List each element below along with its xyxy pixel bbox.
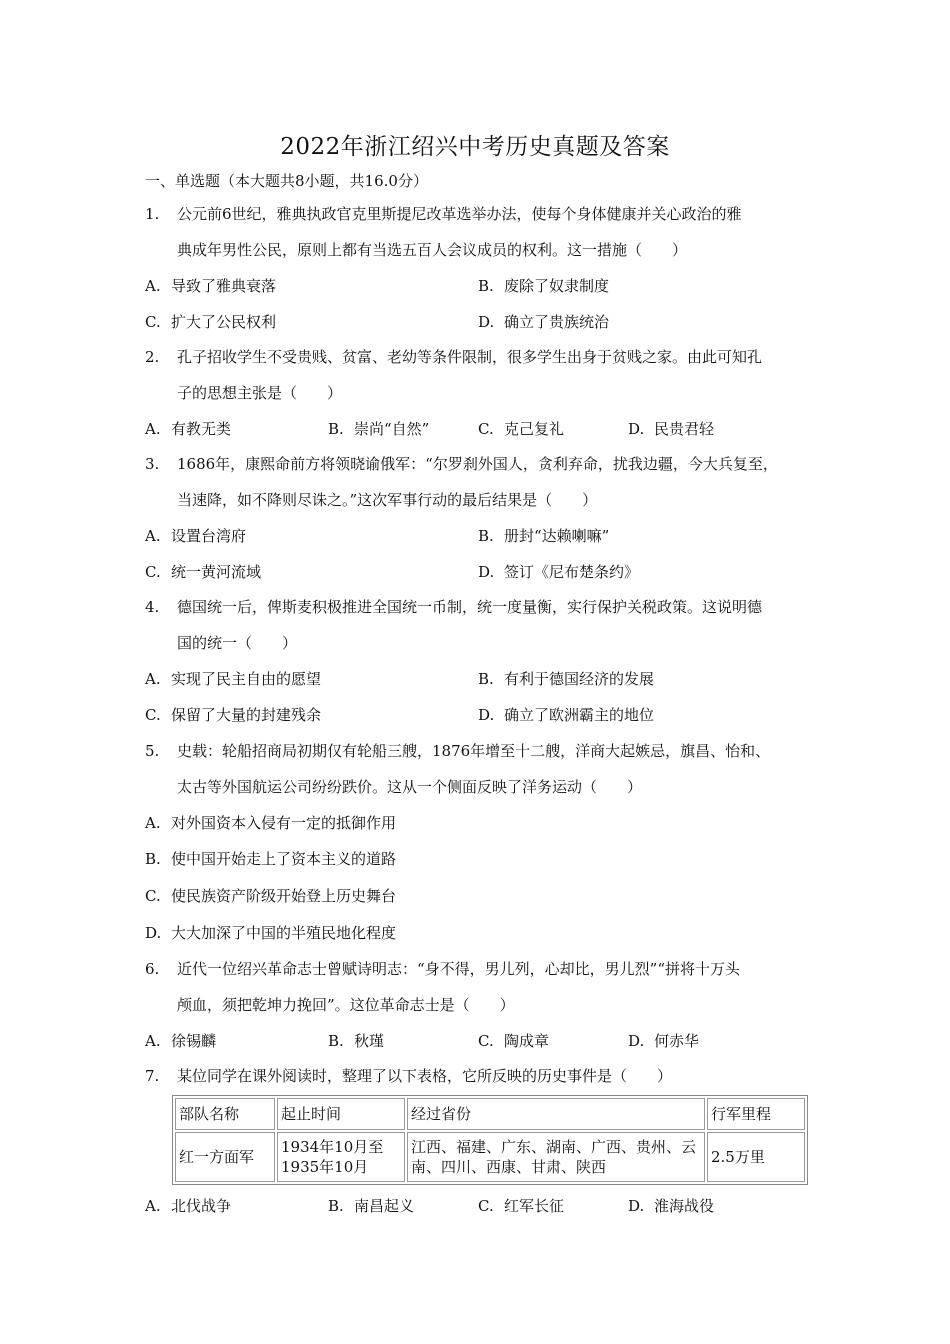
- question-text: 公元前6世纪，雅典执政官克里斯提尼改革选举办法，使每个身体健康并关心政治的雅: [177, 205, 742, 223]
- question-text: 1686年，康熙命前方将领晓谕俄军：“尔罗刹外国人，贪利弃命，扰我边疆，今大兵复至，: [177, 455, 778, 473]
- question-number: 6.: [145, 960, 160, 978]
- option-d[interactable]: D. 签订《尼布楚条约》: [478, 563, 640, 581]
- option-c[interactable]: C. 统一黄河流域: [145, 563, 262, 581]
- question-text-cont: 太古等外国航运公司纷纷跌价。这从一个侧面反映了洋务运动（ ）: [177, 778, 643, 796]
- question-number: 7.: [145, 1067, 160, 1085]
- question-text-cont: 当速降，如不降则尽诛之。”这次军事行动的最后结果是（ ）: [177, 491, 598, 509]
- option-d[interactable]: D. 淮海战役: [628, 1197, 715, 1215]
- table-header-distance: 行军里程: [707, 1098, 805, 1130]
- question-number: 4.: [145, 598, 160, 616]
- question-text: 孔子招收学生不受贵贱、贫富、老幼等条件限制，很多学生出身于贫贱之家。由此可知孔: [177, 348, 763, 366]
- option-c[interactable]: C. 扩大了公民权利: [145, 313, 277, 331]
- option-d[interactable]: D. 确立了欧洲霸主的地位: [478, 706, 655, 724]
- option-b[interactable]: B. 册封“达赖喇嘛”: [478, 527, 610, 545]
- section-heading: 一、单选题（本大题共8小题，共16.0分）: [145, 172, 428, 190]
- option-a[interactable]: A. 有教无类: [145, 420, 232, 438]
- question-6: [145, 959, 741, 1014]
- table-cell-distance: 2.5万里: [707, 1132, 805, 1182]
- option-b[interactable]: B. 南昌起义: [328, 1197, 415, 1215]
- option-b[interactable]: B. 秋瑾: [328, 1032, 385, 1050]
- option-b[interactable]: B. 废除了奴隶制度: [478, 277, 610, 295]
- table-header-time: 起止时间: [277, 1098, 405, 1130]
- option-a[interactable]: A. 北伐战争: [145, 1197, 232, 1215]
- option-c[interactable]: C. 陶成章: [478, 1032, 550, 1050]
- question-number: 2.: [145, 348, 160, 366]
- question-text-cont: 颅血，须把乾坤力挽回”。这位革命志士是（ ）: [177, 996, 515, 1014]
- option-c[interactable]: C. 使民族资产阶级开始登上历史舞台: [145, 887, 397, 905]
- option-a[interactable]: A. 对外国资本入侵有一定的抵御作用: [145, 814, 397, 832]
- question-text-cont: 典成年男性公民，原则上都有当选五百人会议成员的权利。这一措施（ ）: [177, 241, 688, 259]
- option-a[interactable]: A. 徐锡麟: [145, 1032, 217, 1050]
- question-text-cont: 子的思想主张是（ ）: [177, 384, 343, 402]
- question-number: 3.: [145, 455, 160, 473]
- page-title: 2022年浙江绍兴中考历史真题及答案: [280, 134, 670, 160]
- table-header-unit: 部队名称: [175, 1098, 275, 1130]
- option-a[interactable]: A. 设置台湾府: [145, 527, 247, 545]
- question-7: [145, 1066, 672, 1086]
- option-b[interactable]: B. 有利于德国经济的发展: [478, 670, 655, 688]
- option-d[interactable]: D. 何赤华: [628, 1032, 700, 1050]
- question-text: 某位同学在课外阅读时，整理了以下表格，它所反映的历史事件是（ ）: [177, 1067, 673, 1085]
- table-header-provinces: 经过省份: [407, 1098, 705, 1130]
- option-a[interactable]: A. 导致了雅典衰落: [145, 277, 277, 295]
- option-d[interactable]: D. 大大加深了中国的半殖民地化程度: [145, 924, 397, 942]
- table-header-row: [175, 1098, 805, 1130]
- option-b[interactable]: B. 崇尚“自然”: [328, 420, 430, 438]
- question-1: [145, 204, 742, 259]
- long-march-table: [172, 1095, 808, 1185]
- question-number: 1.: [145, 205, 160, 223]
- table-row: [175, 1132, 805, 1182]
- question-number: 5.: [145, 742, 160, 760]
- question-text: 德国统一后，俾斯麦积极推进全国统一币制，统一度量衡，实行保护关税政策。这说明德: [177, 598, 763, 616]
- question-3: [145, 454, 778, 509]
- option-d[interactable]: D. 民贵君轻: [628, 420, 715, 438]
- option-c[interactable]: C. 克己复礼: [478, 420, 565, 438]
- question-text-cont: 国的统一（ ）: [177, 634, 298, 652]
- question-text: 史载：轮船招商局初期仅有轮船三艘，1876年增至十二艘，洋商大起嫉忌，旗昌、怡和、: [177, 742, 771, 760]
- option-d[interactable]: D. 确立了贵族统治: [478, 313, 610, 331]
- table-cell-provinces: 江西、福建、广东、湖南、广西、贵州、云 南、四川、西康、甘肃、陕西: [407, 1132, 705, 1182]
- option-b[interactable]: B. 使中国开始走上了资本主义的道路: [145, 850, 397, 868]
- table-cell-time: 1934年10月至 1935年10月: [277, 1132, 405, 1182]
- question-2: [145, 347, 763, 402]
- option-c[interactable]: C. 红军长征: [478, 1197, 565, 1215]
- option-c[interactable]: C. 保留了大量的封建残余: [145, 706, 322, 724]
- question-5: [145, 741, 771, 796]
- question-text: 近代一位绍兴革命志士曾赋诗明志：“身不得，男儿列，心却比，男儿烈”“拼将十万头: [177, 960, 741, 978]
- table-cell-unit: 红一方面军: [175, 1132, 275, 1182]
- option-a[interactable]: A. 实现了民主自由的愿望: [145, 670, 322, 688]
- question-4: [145, 597, 763, 652]
